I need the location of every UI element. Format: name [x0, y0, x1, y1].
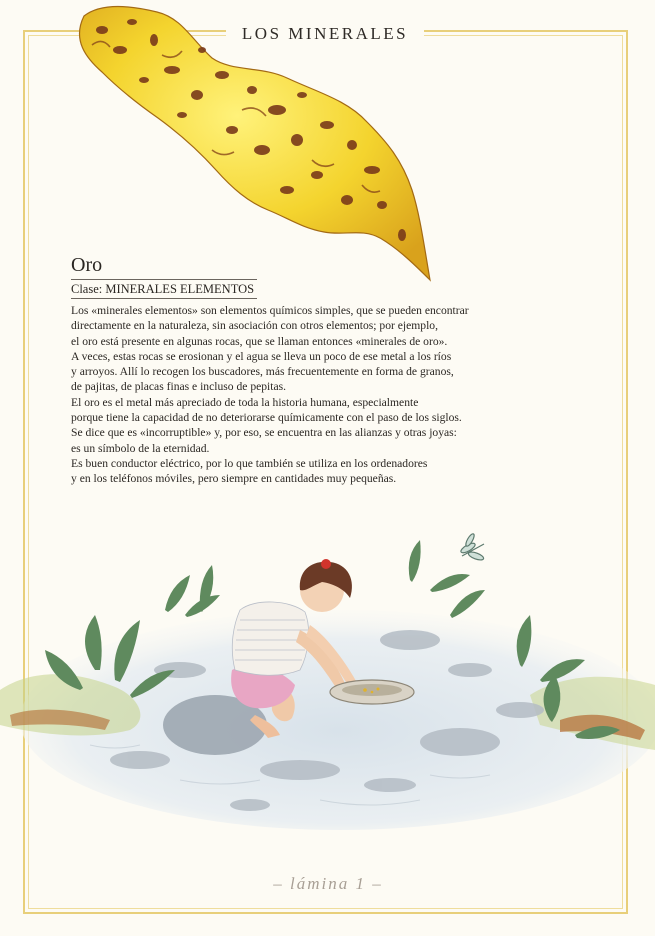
- body-line: directamente en la naturaleza, sin asociación con otros elementos; por ejemplo,: [71, 319, 438, 333]
- section-title: LOS MINERALES: [226, 21, 424, 47]
- body-line: porque tiene la capacidad de no deteriorarse químicamente con el paso de los siglos.: [71, 411, 462, 425]
- rule-divider: [71, 279, 257, 280]
- body-line: y arroyos. Allí lo recogen los buscadores, más frecuentemente en forma de granos,: [71, 365, 454, 379]
- plate-label: – lámina 1 –: [240, 874, 416, 894]
- body-line: y en los teléfonos móviles, pero siempre en cantidades muy pequeñas.: [71, 472, 397, 486]
- mineral-class: Clase: MINERALES ELEMENTOS: [71, 282, 255, 296]
- body-line: Es buen conductor eléctrico, por lo que también se utiliza en los ordenadores: [71, 456, 428, 470]
- body-line: de pajitas, de placas finas e incluso de pepitas.: [71, 380, 287, 394]
- body-line: el oro está presente en algunas rocas, que se llaman entonces «minerales de oro».: [71, 334, 448, 348]
- mineral-name: Oro: [71, 254, 103, 276]
- body-line: Los «minerales elementos» son elementos químicos simples, que se pueden encontrar: [71, 304, 469, 317]
- body-line: Se dice que es «incorruptible» y, por eso, se encuentra en las alianzas y otras joyas:: [71, 426, 457, 440]
- body-line: A veces, estas rocas se erosionan y el agua se lleva un poco de ese metal a los ríos: [71, 349, 452, 363]
- body-text: [71, 303, 541, 487]
- body-line: El oro es el metal más apreciado de toda la historia humana, especialmente: [71, 395, 419, 409]
- rule-divider: [71, 298, 257, 299]
- girl-panning-for-gold-in-stream-illustration: [0, 520, 655, 850]
- body-line: es un símbolo de la eternidad.: [71, 441, 210, 455]
